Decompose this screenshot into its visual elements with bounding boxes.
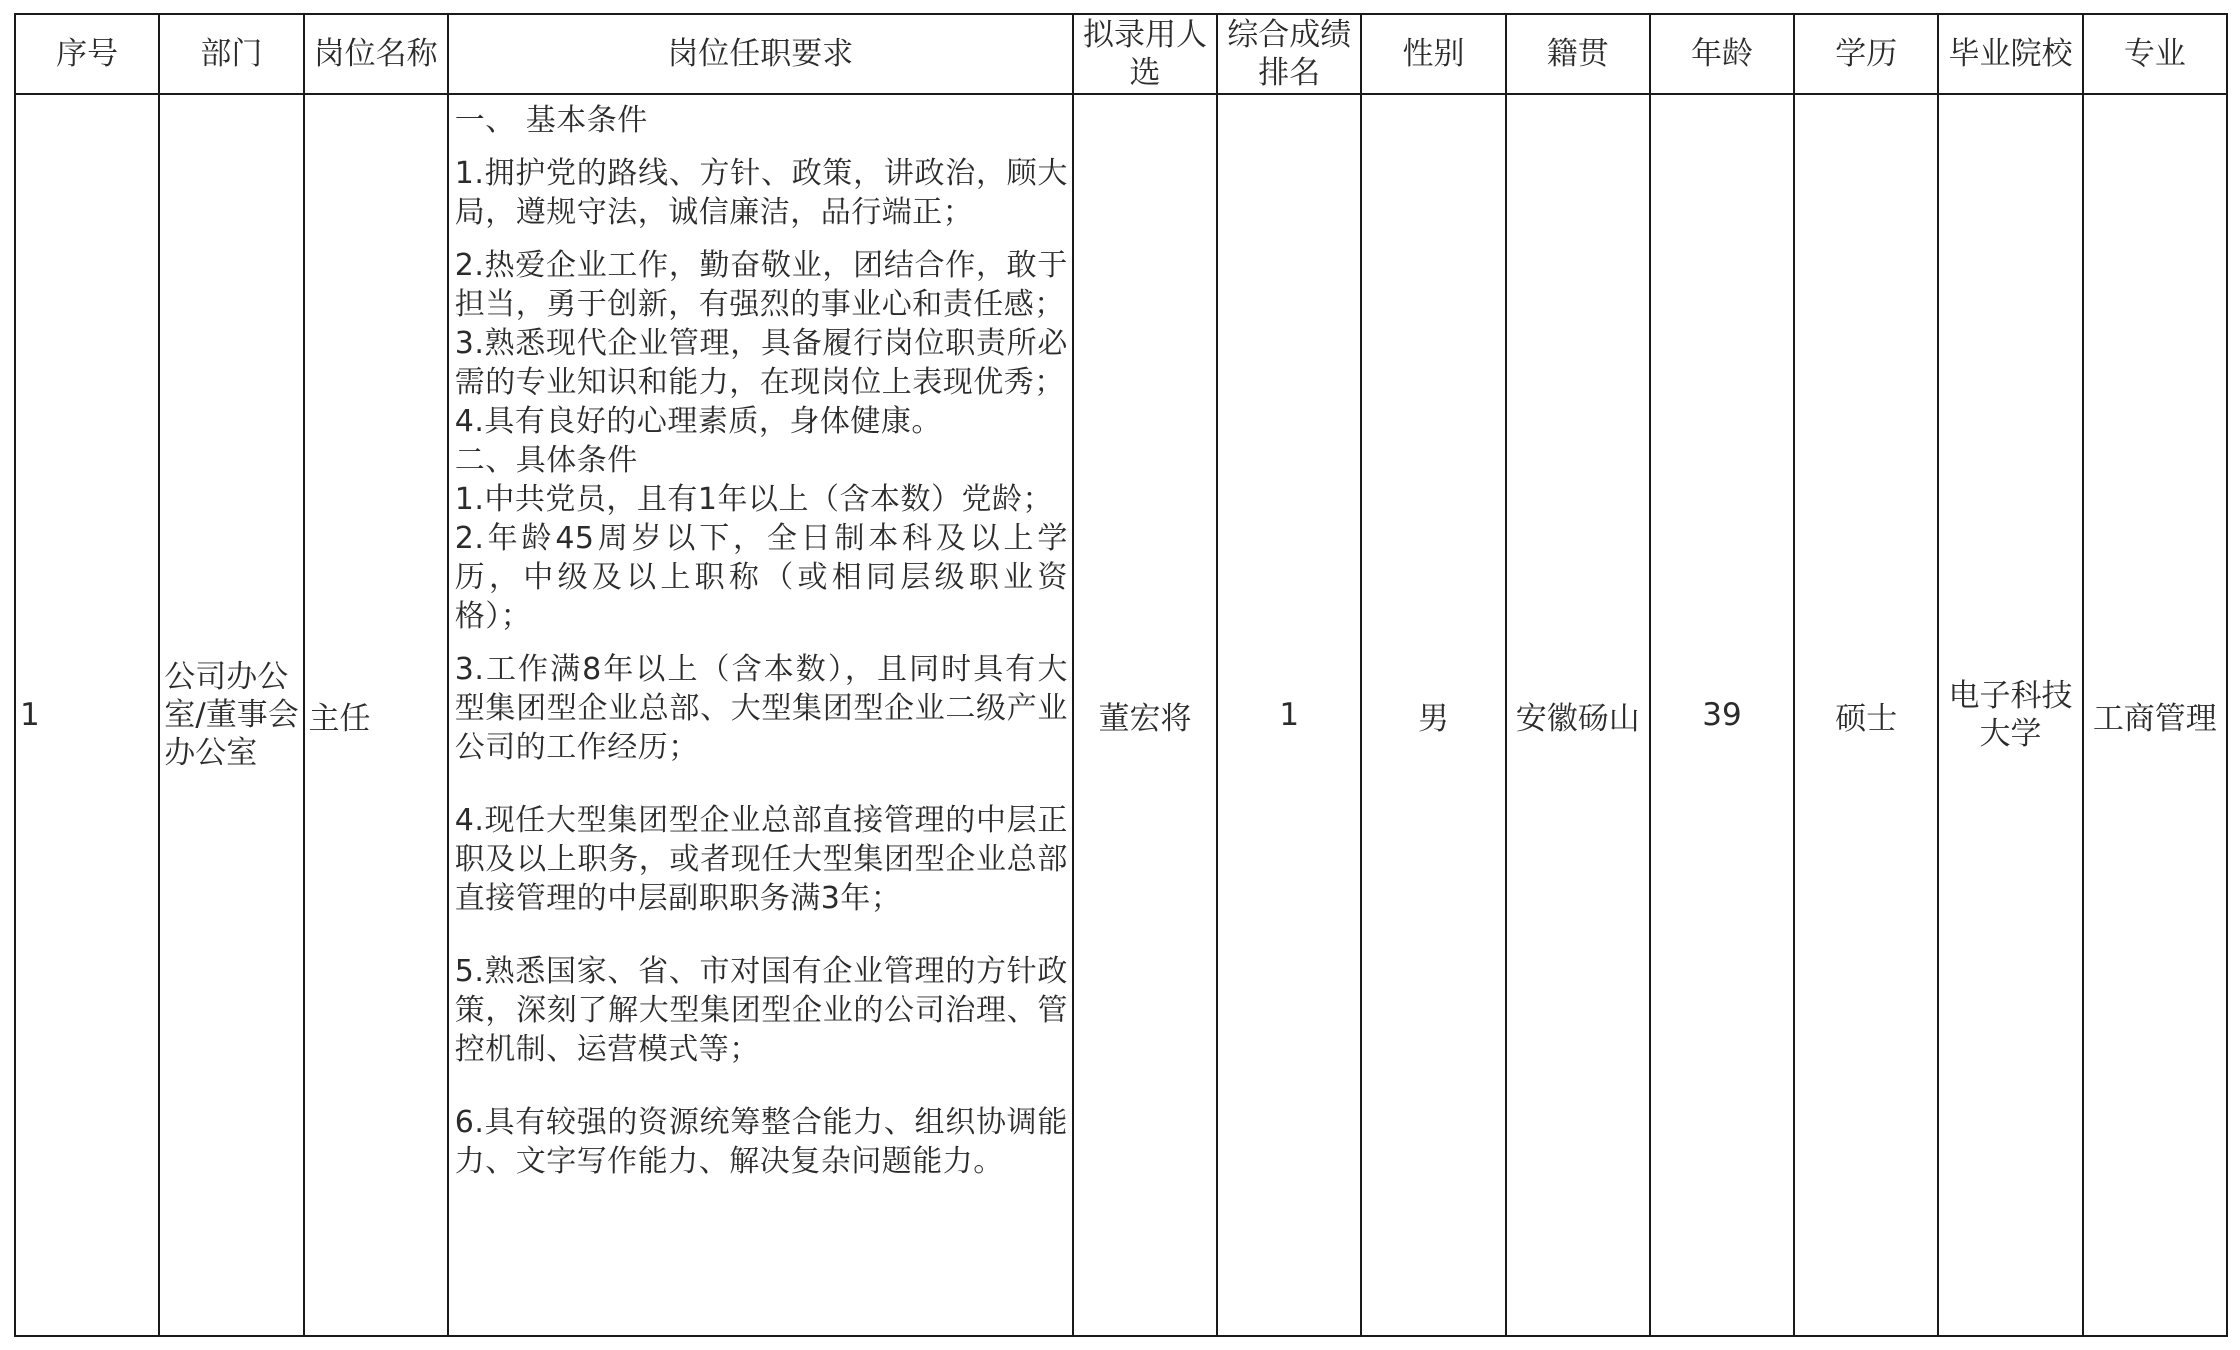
cell-candidate: 董宏将 <box>1073 94 1217 1336</box>
header-age: 年龄 <box>1650 14 1794 94</box>
requirement-line: 3.熟悉现代企业管理，具备履行岗位职责所必需的专业知识和能力，在现岗位上表现优秀； <box>454 326 1068 400</box>
cell-requirements <box>448 94 1073 1336</box>
recruitment-table <box>14 13 2228 1337</box>
header-seq: 序号 <box>15 14 159 94</box>
table-row <box>15 94 2227 1336</box>
header-rank: 综合成绩排名 <box>1217 14 1361 94</box>
cell-origin: 安徽砀山 <box>1506 94 1650 1336</box>
requirement-line: 6.具有较强的资源统筹整合能力、组织协调能力、文字写作能力、解决复杂问题能力。 <box>454 1105 1068 1179</box>
header-requirements: 岗位任职要求 <box>448 14 1073 94</box>
requirement-line: 5.熟悉国家、省、市对国有企业管理的方针政策，深刻了解大型集团型企业的公司治理、管控机制、运营模式等； <box>454 954 1068 1067</box>
cell-rank: 1 <box>1217 94 1361 1336</box>
cell-dept: 公司办公室/董事会办公室 <box>159 94 303 1336</box>
header-row <box>15 14 2227 94</box>
requirement-line: 二、具体条件 <box>454 443 638 478</box>
header-dept: 部门 <box>159 14 303 94</box>
cell-age: 39 <box>1650 94 1794 1336</box>
cell-major: 工商管理 <box>2083 94 2227 1336</box>
header-education: 学历 <box>1794 14 1938 94</box>
requirement-line: 1.中共党员，且有1年以上（含本数）党龄； <box>454 482 1053 517</box>
header-candidate: 拟录用人选 <box>1073 14 1217 94</box>
requirement-line: 2.年龄45周岁以下，全日制本科及以上学历，中级及以上职称（或相同层级职业资格）； <box>454 521 1068 634</box>
requirement-line: 1.拥护党的路线、方针、政策，讲政治，顾大局，遵规守法，诚信廉洁，品行端正； <box>454 156 1068 230</box>
requirement-line: 2.热爱企业工作，勤奋敬业，团结合作，敢于担当，勇于创新，有强烈的事业心和责任感； <box>454 248 1068 322</box>
header-post: 岗位名称 <box>304 14 448 94</box>
requirement-line: 4.具有良好的心理素质，身体健康。 <box>454 404 942 439</box>
header-origin: 籍贯 <box>1506 14 1650 94</box>
requirement-line: 3.工作满8年以上（含本数），且同时具有大型集团型企业总部、大型集团型企业二级产业公司的工作经历； <box>454 652 1068 765</box>
cell-gender: 男 <box>1361 94 1505 1336</box>
header-gender: 性别 <box>1361 14 1505 94</box>
cell-post: 主任 <box>304 94 448 1336</box>
header-school: 毕业院校 <box>1938 14 2082 94</box>
requirement-line: 一、 基本条件 <box>454 103 648 138</box>
cell-education: 硕士 <box>1794 94 1938 1336</box>
cell-school: 电子科技大学 <box>1938 94 2082 1336</box>
cell-seq: 1 <box>15 94 159 1336</box>
requirement-line: 4.现任大型集团型企业总部直接管理的中层正职及以上职务，或者现任大型集团型企业总部直接管理的中层副职职务满3年； <box>454 803 1068 916</box>
header-major: 专业 <box>2083 14 2227 94</box>
